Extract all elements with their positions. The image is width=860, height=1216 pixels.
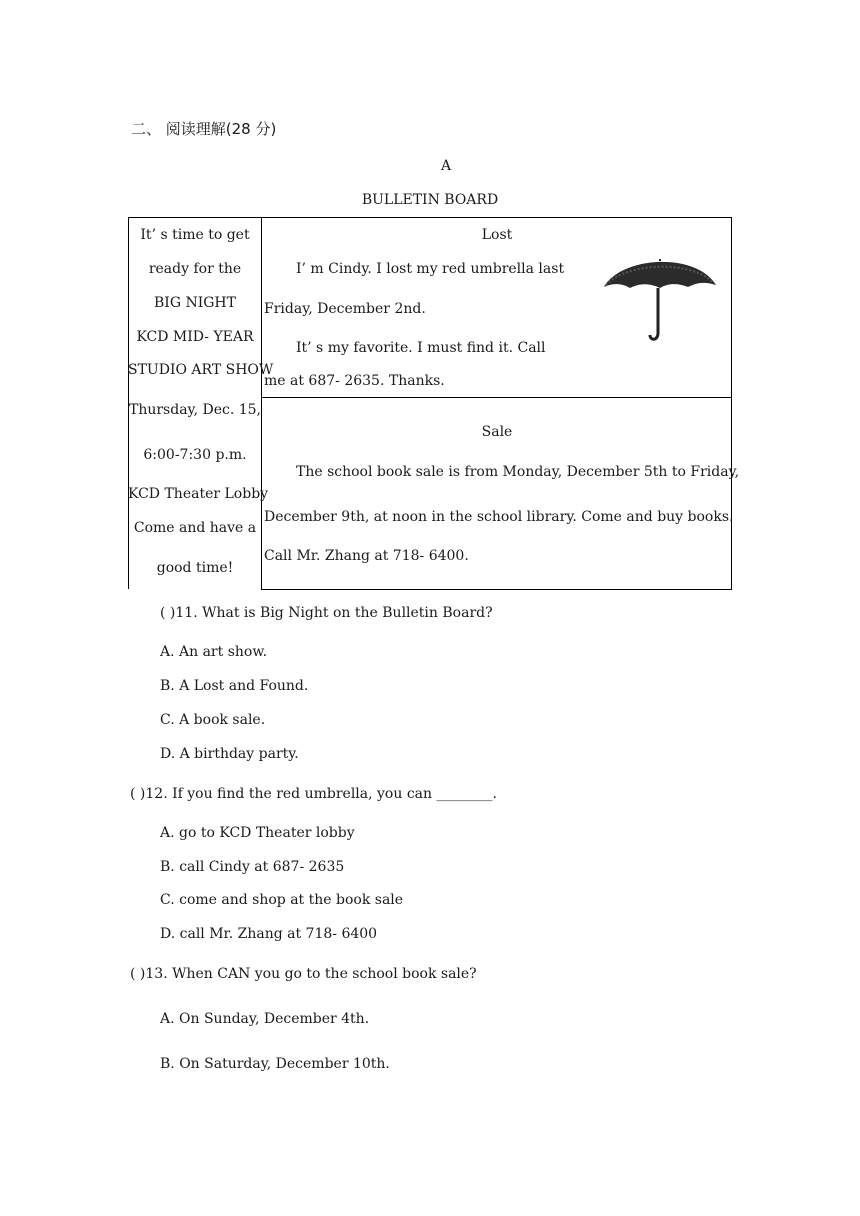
- art-show-line: ready for the: [148, 261, 242, 277]
- bulletin-board-title: BULLETIN BOARD: [361, 192, 499, 208]
- question-13-option: B. On Saturday, December 10th.: [160, 1056, 390, 1072]
- question-12-option: B. call Cindy at 687- 2635: [160, 859, 345, 875]
- table-border-top-left: [128, 217, 262, 218]
- question-11-option: B. A Lost and Found.: [160, 678, 309, 694]
- lost-notice-line: me at 687- 2635. Thanks.: [264, 373, 445, 389]
- passage-letter: A: [440, 158, 452, 174]
- question-12-stem: ( )12. If you find the red umbrella, you can ________.: [130, 786, 497, 802]
- section-heading: 二、 阅读理解(28 分): [131, 120, 277, 138]
- bulletin-board-table: [128, 217, 740, 589]
- sale-notice-line: December 9th, at noon in the school library. Come and buy books.: [264, 509, 734, 525]
- art-show-line: Come and have a: [133, 520, 257, 536]
- sale-notice-title: Sale: [481, 424, 513, 440]
- question-11-option: D. A birthday party.: [160, 746, 299, 762]
- art-show-line: It’ s time to get: [140, 227, 250, 243]
- question-11-option: C. A book sale.: [160, 712, 266, 728]
- art-show-line: good time!: [156, 560, 234, 576]
- question-13-option: A. On Sunday, December 4th.: [160, 1011, 370, 1027]
- lost-notice-line: I’ m Cindy. I lost my red umbrella last: [296, 261, 565, 277]
- question-11-option: A. An art show.: [160, 644, 268, 660]
- question-12-option: A. go to KCD Theater lobby: [160, 825, 355, 841]
- art-show-line: 6:00-7:30 p.m.: [143, 447, 247, 463]
- sale-notice-line: The school book sale is from Monday, December 5th to Friday,: [296, 464, 740, 480]
- art-show-line: KCD MID- YEAR: [136, 329, 254, 345]
- art-show-line: STUDIO ART SHOW: [128, 362, 274, 378]
- question-11-stem: ( )11. What is Big Night on the Bulletin Board?: [160, 605, 493, 621]
- art-show-line: Thursday, Dec. 15,: [128, 402, 262, 418]
- question-12-option: C. come and shop at the book sale: [160, 892, 404, 908]
- question-12-option: D. call Mr. Zhang at 718- 6400: [160, 926, 378, 942]
- sale-notice-line: Call Mr. Zhang at 718- 6400.: [264, 548, 469, 564]
- lost-notice-line: Friday, December 2nd.: [264, 301, 426, 317]
- question-13-stem: ( )13. When CAN you go to the school book sale?: [130, 966, 477, 982]
- umbrella-icon: [600, 247, 720, 347]
- notices-divider: [261, 397, 731, 398]
- art-show-line: KCD Theater Lobby: [128, 486, 269, 502]
- lost-notice-title: Lost: [481, 227, 513, 243]
- art-show-line: BIG NIGHT: [154, 295, 236, 311]
- lost-notice-line: It’ s my favorite. I must find it. Call: [296, 340, 546, 356]
